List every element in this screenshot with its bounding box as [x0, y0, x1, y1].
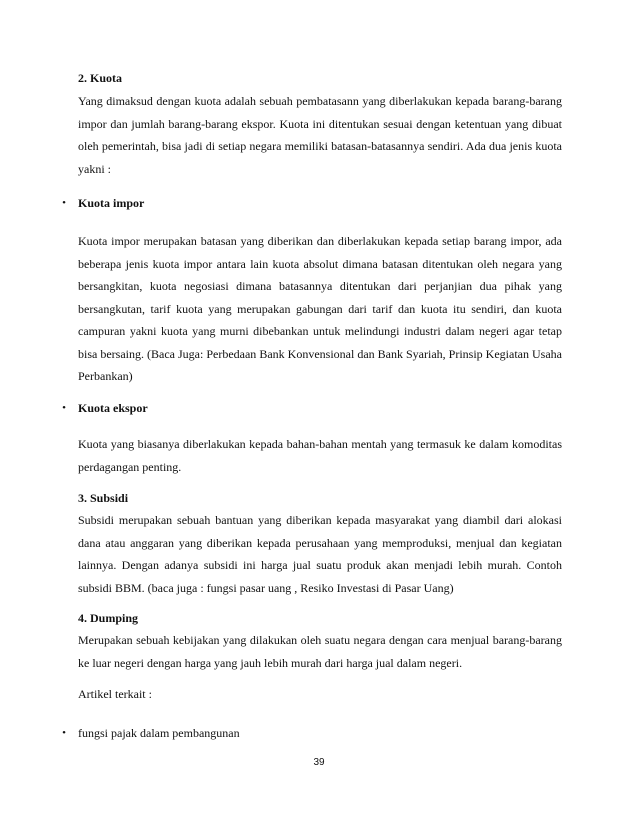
paragraph-dumping: Merupakan sebuah kebijakan yang dilakukan oleh suatu negara dengan cara menjual barang-barang ke luar negeri dengan harga yang jauh lebih murah dari harga jual dalam negeri. [78, 633, 562, 670]
paragraph-subsidi: Subsidi merupakan sebuah bantuan yang diberikan kepada masyarakat yang diambil dari alokasi dana atau anggaran yang diberikan kepada perusahaan yang memproduksi, menjual dan kegiatan lainnya. Dengan adanya subsidi ini harga jual suatu produk akan menjadi lebih murah. Contoh subsidi BBM. (baca juga : fungsi pasar uang , Resiko Investasi di Pasar Uang) [78, 513, 562, 595]
section-heading-dumping: 4. Dumping [78, 611, 139, 625]
artikel-link-fungsi-pajak[interactable]: fungsi pajak dalam pembangunan [78, 726, 240, 740]
paragraph-kuota-ekspor: Kuota yang biasanya diberlakukan kepada bahan-bahan mentah yang termasuk ke dalam komoditas perdagangan penting. [78, 437, 562, 474]
bullet-heading-kuota-ekspor: Kuota ekspor [78, 401, 148, 415]
paragraph-kuota: Yang dimaksud dengan kuota adalah sebuah pembatasann yang diberlakukan kepada barang-barang impor dan jumlah barang-barang ekspor. Kuota ini ditentukan sesuai dengan ketentuan yang dibuat oleh pemerintah, bisa jadi di setiap negara memiliki batasan-batasannya sendiri. Ada dua jenis kuota yakni : [78, 94, 562, 176]
section-heading-kuota: 2. Kuota [78, 71, 123, 85]
bullet-icon: • [62, 402, 66, 414]
page-number: 39 [313, 757, 325, 768]
bullet-icon: • [62, 727, 66, 739]
bullet-icon: • [62, 197, 66, 209]
bullet-heading-kuota-impor: Kuota impor [78, 196, 145, 210]
section-heading-subsidi: 3. Subsidi [78, 491, 129, 505]
paragraph-kuota-impor: Kuota impor merupakan batasan yang diberikan dan diberlakukan kepada setiap barang impor, ada beberapa jenis kuota impor antara lain kuota absolut dimana batasan ditentukan oleh negara yang bersangkitan, kuota negosiasi dimana batasannya ditentukan dari perjanjian dua pihak yang bersangkutan, tarif kuota yang merupakan gabungan dari tarif dan kuota itu sendiri, dan kuota campuran yakni kuota yang murni dibebankan untuk melindungi industri dalam negeri agar tetap bisa bersaing. (Baca Juga: Perbedaan Bank Konvensional dan Bank Syariah, Prinsip Kegiatan Usaha Perbankan) [78, 234, 562, 383]
artikel-terkait-label: Artikel terkait : [78, 687, 152, 701]
